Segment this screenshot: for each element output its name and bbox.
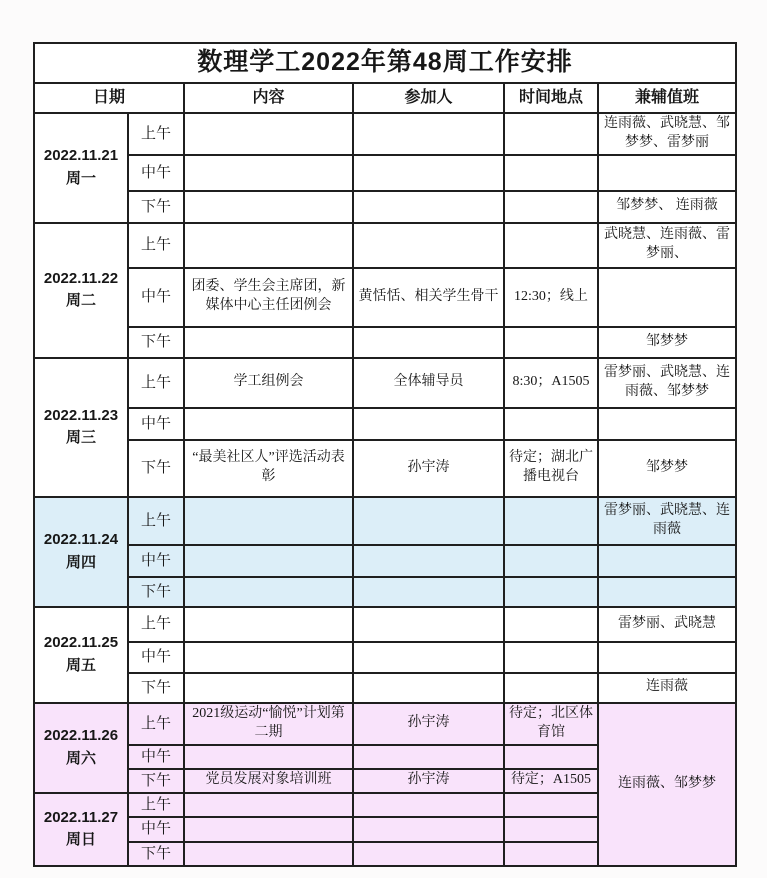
content-cell [184, 155, 353, 191]
time-place-cell [504, 842, 598, 866]
table-row [34, 155, 736, 191]
participants-cell [353, 817, 504, 841]
column-header-participants: 参加人 [353, 83, 504, 113]
table-row [34, 327, 736, 358]
table-row [34, 703, 736, 745]
participants-cell [353, 497, 504, 545]
date-cell [34, 497, 128, 607]
period-cell: 中午 [128, 268, 184, 327]
participants-cell [353, 545, 504, 577]
table-row [34, 577, 736, 607]
date-label: 2022.11.24 [43, 531, 119, 549]
table-row [34, 358, 736, 408]
content-cell [184, 223, 353, 268]
period-cell: 下午 [128, 673, 184, 703]
duty-cell: 武晓慧、连雨薇、雷梦丽、 [598, 223, 736, 268]
participants-cell [353, 745, 504, 769]
column-header-duty: 兼辅值班 [598, 83, 736, 113]
time-place-cell [504, 545, 598, 577]
weekday-label: 周日 [65, 831, 96, 849]
period-cell: 中午 [128, 155, 184, 191]
period-cell: 中午 [128, 745, 184, 769]
date-cell [34, 358, 128, 497]
weekday-label: 周六 [65, 749, 96, 767]
time-place-cell: 8:30；A1505 [504, 358, 598, 408]
time-place-cell [504, 113, 598, 155]
participants-cell [353, 607, 504, 642]
weekday-label: 周四 [65, 553, 96, 571]
table-row [34, 408, 736, 440]
time-place-cell [504, 577, 598, 607]
content-cell [184, 793, 353, 817]
content-cell [184, 191, 353, 223]
time-place-cell [504, 223, 598, 268]
date-cell [34, 223, 128, 358]
participants-cell: 全体辅导员 [353, 358, 504, 408]
date-cell [34, 607, 128, 703]
page-title: 数理学工2022年第48周工作安排 [34, 43, 736, 83]
participants-cell [353, 155, 504, 191]
period-cell: 上午 [128, 607, 184, 642]
time-place-cell [504, 745, 598, 769]
participants-cell: 孙宇涛 [353, 703, 504, 745]
time-place-cell [504, 642, 598, 673]
participants-cell [353, 842, 504, 866]
date-label: 2022.11.23 [43, 406, 119, 424]
table-row [34, 43, 736, 83]
content-cell [184, 817, 353, 841]
date-label: 2022.11.27 [43, 808, 119, 826]
time-place-cell: 待定；A1505 [504, 769, 598, 793]
participants-cell [353, 408, 504, 440]
weekday-label: 周五 [65, 656, 96, 674]
time-place-cell [504, 327, 598, 358]
time-place-cell [504, 817, 598, 841]
period-cell: 上午 [128, 497, 184, 545]
content-cell [184, 113, 353, 155]
schedule-table [33, 42, 737, 867]
date-label: 2022.11.25 [43, 634, 119, 652]
content-cell: 学工组例会 [184, 358, 353, 408]
table-row [34, 83, 736, 113]
table-row [34, 497, 736, 545]
participants-cell [353, 673, 504, 703]
duty-cell: 邹梦梦 [598, 327, 736, 358]
content-cell: 2021级运动“愉悦”计划第二期 [184, 703, 353, 745]
period-cell: 下午 [128, 327, 184, 358]
period-cell: 下午 [128, 842, 184, 866]
content-cell: 团委、学生会主席团，新媒体中心主任团例会 [184, 268, 353, 327]
weekday-label: 周一 [65, 169, 96, 187]
duty-cell [598, 408, 736, 440]
participants-cell: 黄恬恬、相关学生骨干 [353, 268, 504, 327]
duty-cell: 邹梦梦、 连雨薇 [598, 191, 736, 223]
period-cell: 中午 [128, 817, 184, 841]
period-cell: 上午 [128, 793, 184, 817]
time-place-cell: 12:30；线上 [504, 268, 598, 327]
period-cell: 下午 [128, 769, 184, 793]
duty-cell: 连雨薇 [598, 673, 736, 703]
schedule-sheet [33, 42, 737, 867]
time-place-cell: 待定；北区体育馆 [504, 703, 598, 745]
content-cell [184, 607, 353, 642]
time-place-cell [504, 408, 598, 440]
duty-cell [598, 577, 736, 607]
column-header-time-place: 时间地点 [504, 83, 598, 113]
table-row [34, 545, 736, 577]
period-cell: 下午 [128, 191, 184, 223]
time-place-cell [504, 673, 598, 703]
content-cell [184, 642, 353, 673]
weekday-label: 周二 [65, 292, 96, 310]
table-row [34, 268, 736, 327]
date-cell [34, 793, 128, 866]
period-cell: 上午 [128, 358, 184, 408]
duty-cell [598, 642, 736, 673]
content-cell [184, 545, 353, 577]
table-row [34, 191, 736, 223]
column-header-date: 日期 [34, 83, 184, 113]
period-cell: 上午 [128, 113, 184, 155]
duty-cell: 雷梦丽、武晓慧 [598, 607, 736, 642]
table-row [34, 673, 736, 703]
time-place-cell [504, 607, 598, 642]
content-cell: “最美社区人”评选活动表彰 [184, 440, 353, 497]
participants-cell [353, 327, 504, 358]
duty-cell: 邹梦梦 [598, 440, 736, 497]
duty-cell [598, 155, 736, 191]
content-cell [184, 673, 353, 703]
date-label: 2022.11.22 [43, 269, 119, 287]
table-row [34, 113, 736, 155]
table-row [34, 607, 736, 642]
period-cell: 下午 [128, 440, 184, 497]
date-cell [34, 703, 128, 793]
period-cell: 上午 [128, 223, 184, 268]
participants-cell [353, 223, 504, 268]
period-cell: 上午 [128, 703, 184, 745]
participants-cell [353, 577, 504, 607]
duty-cell [598, 545, 736, 577]
table-row [34, 440, 736, 497]
date-label: 2022.11.26 [43, 727, 119, 745]
period-cell: 中午 [128, 545, 184, 577]
duty-cell: 雷梦丽、武晓慧、连雨薇、邹梦梦 [598, 358, 736, 408]
period-cell: 中午 [128, 408, 184, 440]
participants-cell: 孙宇涛 [353, 769, 504, 793]
date-label: 2022.11.21 [43, 147, 119, 165]
participants-cell [353, 113, 504, 155]
content-cell [184, 327, 353, 358]
content-cell [184, 497, 353, 545]
duty-cell-weekend: 连雨薇、邹梦梦 [598, 703, 736, 866]
period-cell: 下午 [128, 577, 184, 607]
date-cell [34, 113, 128, 223]
table-row [34, 223, 736, 268]
participants-cell [353, 191, 504, 223]
time-place-cell [504, 155, 598, 191]
duty-cell: 连雨薇、武晓慧、邹梦梦、雷梦丽 [598, 113, 736, 155]
content-cell [184, 408, 353, 440]
duty-cell: 雷梦丽、武晓慧、连雨薇 [598, 497, 736, 545]
participants-cell [353, 642, 504, 673]
weekday-label: 周三 [65, 429, 96, 447]
time-place-cell [504, 191, 598, 223]
content-cell [184, 577, 353, 607]
time-place-cell [504, 497, 598, 545]
participants-cell [353, 793, 504, 817]
content-cell: 党员发展对象培训班 [184, 769, 353, 793]
participants-cell: 孙宇涛 [353, 440, 504, 497]
time-place-cell: 待定；湖北广播电视台 [504, 440, 598, 497]
duty-cell [598, 268, 736, 327]
content-cell [184, 745, 353, 769]
period-cell: 中午 [128, 642, 184, 673]
column-header-content: 内容 [184, 83, 353, 113]
table-row [34, 642, 736, 673]
content-cell [184, 842, 353, 866]
time-place-cell [504, 793, 598, 817]
